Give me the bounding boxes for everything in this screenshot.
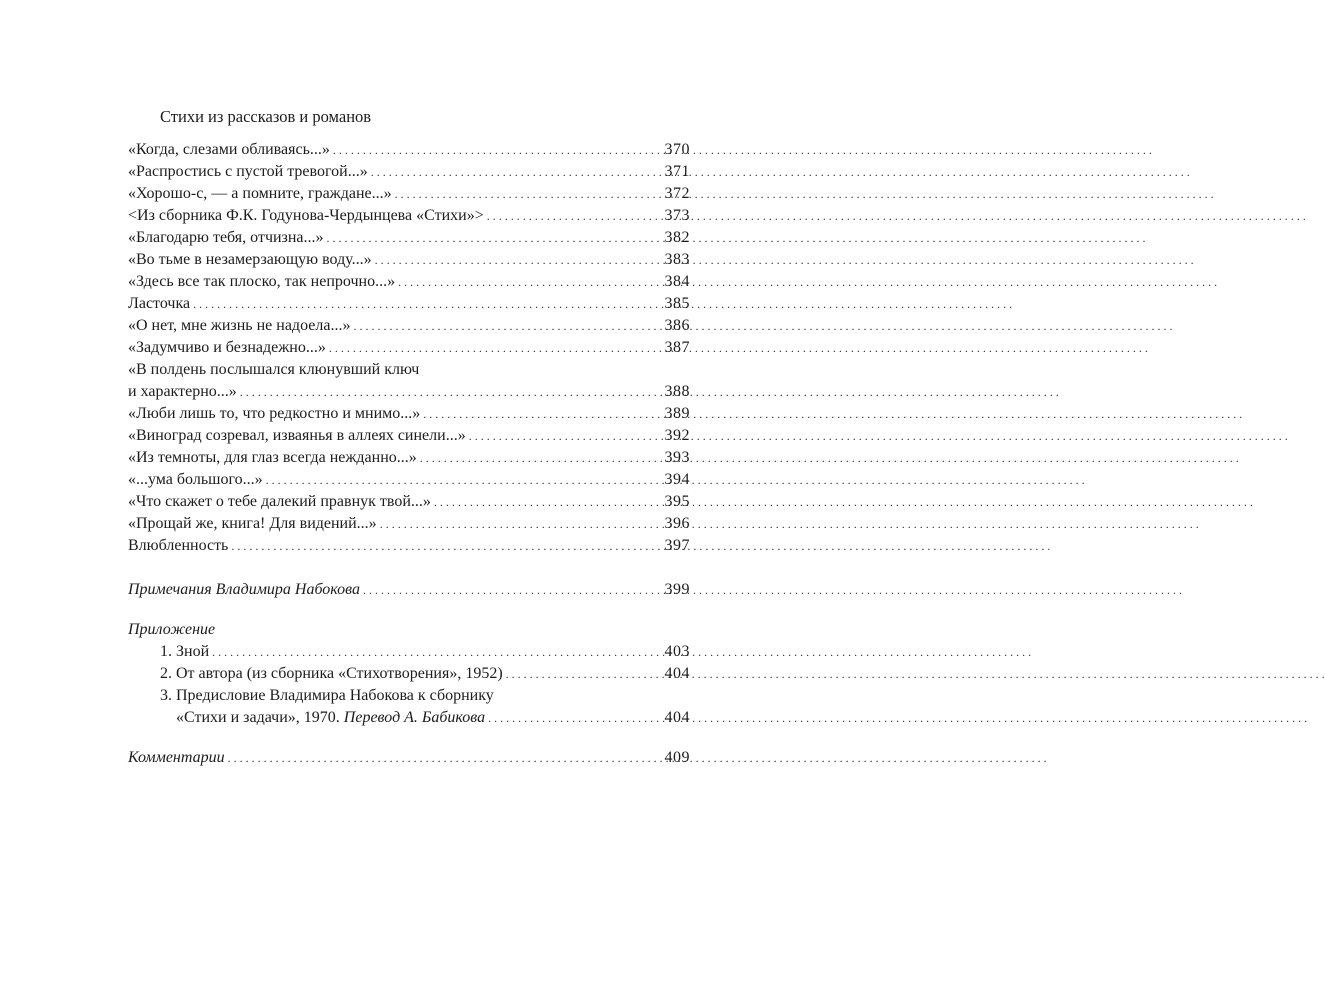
toc-entry[interactable] bbox=[128, 513, 690, 535]
dot-leader bbox=[231, 535, 661, 557]
toc-entry-title: «Когда, слезами обливаясь...» bbox=[128, 141, 330, 158]
toc-entry-title: Ласточка bbox=[128, 295, 191, 312]
dot-leader bbox=[193, 293, 661, 315]
toc-comments-page: 409 bbox=[664, 749, 690, 766]
toc-entry[interactable] bbox=[128, 139, 690, 161]
toc-entry[interactable] bbox=[128, 535, 690, 557]
toc-appendix-entry[interactable] bbox=[128, 707, 690, 729]
toc-entry-title: 1. Зной bbox=[160, 643, 210, 660]
toc-entry[interactable] bbox=[128, 447, 690, 469]
dot-leader bbox=[420, 447, 662, 469]
toc-entry-page: 382 bbox=[664, 229, 690, 246]
dot-leader bbox=[363, 579, 661, 601]
toc-entry[interactable] bbox=[128, 491, 690, 513]
toc-entry-title-regular: «Стихи и задачи», 1970. bbox=[176, 709, 340, 726]
toc-entry-page: 404 bbox=[664, 665, 690, 682]
toc-entry-title-line2 bbox=[176, 707, 488, 729]
toc-comments-entry[interactable] bbox=[128, 747, 690, 769]
toc-entry[interactable] bbox=[128, 161, 690, 183]
toc-entry-page: 403 bbox=[664, 643, 690, 660]
toc-entry[interactable] bbox=[128, 293, 690, 315]
toc-entry[interactable] bbox=[128, 249, 690, 271]
toc-entry-title: «Благодарю тебя, отчизна...» bbox=[128, 229, 324, 246]
toc-appendix-entry-first-line[interactable] bbox=[128, 685, 690, 707]
dot-leader bbox=[228, 747, 662, 769]
toc-entry[interactable] bbox=[128, 337, 690, 359]
toc-entry-title: «Из темноты, для глаз всегда нежданно...» bbox=[128, 449, 417, 466]
dot-leader bbox=[333, 139, 662, 161]
toc-entry[interactable] bbox=[128, 205, 690, 227]
toc-comments-title: Комментарии bbox=[128, 749, 225, 766]
table-of-contents bbox=[128, 139, 690, 769]
toc-entry-title: «Виноград созревал, изваянья в аллеях синели...» bbox=[128, 427, 466, 444]
toc-entry-title: «Хорошо-с, — а помните, граждане...» bbox=[128, 185, 392, 202]
toc-entry-title-line1: «В полдень послышался клюнувший ключ bbox=[128, 361, 420, 378]
dot-leader bbox=[375, 249, 662, 271]
appendix-heading: Приложение bbox=[128, 621, 216, 638]
dot-leader bbox=[240, 381, 662, 403]
toc-entry-page: 393 bbox=[664, 449, 690, 466]
dot-leader bbox=[398, 271, 661, 293]
toc-entry[interactable] bbox=[128, 227, 690, 249]
toc-entry[interactable] bbox=[128, 425, 690, 447]
toc-appendix-entry[interactable] bbox=[128, 641, 690, 663]
toc-entry-page: 373 bbox=[664, 207, 690, 224]
toc-entry[interactable] bbox=[128, 315, 690, 337]
dot-leader bbox=[395, 183, 662, 205]
toc-entry-title: <Из сборника Ф.К. Годунова-Чердынцева «Стихи»> bbox=[128, 207, 484, 224]
toc-notes-title: Примечания Владимира Набокова bbox=[128, 581, 361, 598]
toc-entry-title: «Распростись с пустой тревогой...» bbox=[128, 163, 368, 180]
toc-entry-title: Влюбленность bbox=[128, 537, 229, 554]
toc-entry-page: 389 bbox=[664, 405, 690, 422]
toc-entry-page: 386 bbox=[664, 317, 690, 334]
toc-entry-title-line1: 3. Предисловие Владимира Набокова к сборнику bbox=[160, 687, 494, 704]
toc-entry-page: 370 bbox=[664, 141, 690, 158]
toc-entry-page: 371 bbox=[664, 163, 690, 180]
toc-entry-page: 385 bbox=[664, 295, 690, 312]
dot-leader bbox=[371, 161, 662, 183]
dot-leader bbox=[469, 425, 662, 447]
toc-entry-page: 388 bbox=[664, 383, 690, 400]
toc-notes-page: 399 bbox=[664, 581, 690, 598]
toc-entry-page: 395 bbox=[664, 493, 690, 510]
toc-appendix-heading bbox=[128, 619, 690, 641]
toc-entry-title: «О нет, мне жизнь не надоела...» bbox=[128, 317, 351, 334]
toc-entry-page: 397 bbox=[664, 537, 690, 554]
dot-leader bbox=[212, 641, 661, 663]
toc-entry-translator: Перевод А. Бабикова bbox=[343, 709, 486, 726]
toc-entry[interactable] bbox=[128, 403, 690, 425]
toc-entry-title-line2: и характерно...» bbox=[128, 383, 237, 400]
dot-leader bbox=[506, 663, 662, 685]
dot-leader bbox=[488, 707, 661, 729]
spacer bbox=[128, 601, 690, 619]
dot-leader bbox=[327, 227, 662, 249]
dot-leader bbox=[487, 205, 662, 227]
toc-entry-title: 2. От автора (из сборника «Стихотворения», 1952) bbox=[160, 665, 503, 682]
toc-entry-title: «Здесь все так плоско, так непрочно...» bbox=[128, 273, 396, 290]
spacer bbox=[128, 557, 690, 579]
toc-entry-title: «Во тьме в незамерзающую воду...» bbox=[128, 251, 372, 268]
toc-entry[interactable] bbox=[128, 469, 690, 491]
dot-leader bbox=[353, 315, 661, 337]
dot-leader bbox=[380, 513, 662, 535]
toc-entry[interactable] bbox=[128, 381, 690, 403]
toc-entry-page: 392 bbox=[664, 427, 690, 444]
dot-leader bbox=[423, 403, 661, 425]
dot-leader bbox=[434, 491, 662, 513]
toc-entry-page: 396 bbox=[664, 515, 690, 532]
toc-entry-title: «Люби лишь то, что редкостно и мнимо...» bbox=[128, 405, 421, 422]
dot-leader bbox=[329, 337, 662, 359]
toc-entry-title: «...ума большого...» bbox=[128, 471, 263, 488]
toc-entry-page: 387 bbox=[664, 339, 690, 356]
toc-entry-title: «Задумчиво и безнадежно...» bbox=[128, 339, 326, 356]
dot-leader bbox=[266, 469, 662, 491]
toc-entry-page: 394 bbox=[664, 471, 690, 488]
toc-entry-page: 383 bbox=[664, 251, 690, 268]
toc-entry[interactable] bbox=[128, 183, 690, 205]
toc-notes-entry[interactable] bbox=[128, 579, 690, 601]
toc-entry-page: 404 bbox=[664, 709, 690, 726]
toc-entry[interactable] bbox=[128, 271, 690, 293]
toc-entry-title: «Что скажет о тебе далекий правнук твой...» bbox=[128, 493, 431, 510]
toc-entry-page: 372 bbox=[664, 185, 690, 202]
toc-entry-first-line[interactable] bbox=[128, 359, 690, 381]
spacer bbox=[128, 729, 690, 747]
toc-entry-page: 384 bbox=[664, 273, 690, 290]
section-title: Стихи из рассказов и романов bbox=[160, 107, 372, 126]
toc-appendix-entry[interactable] bbox=[128, 663, 690, 685]
toc-entry-title: «Прощай же, книга! Для видений...» bbox=[128, 515, 377, 532]
